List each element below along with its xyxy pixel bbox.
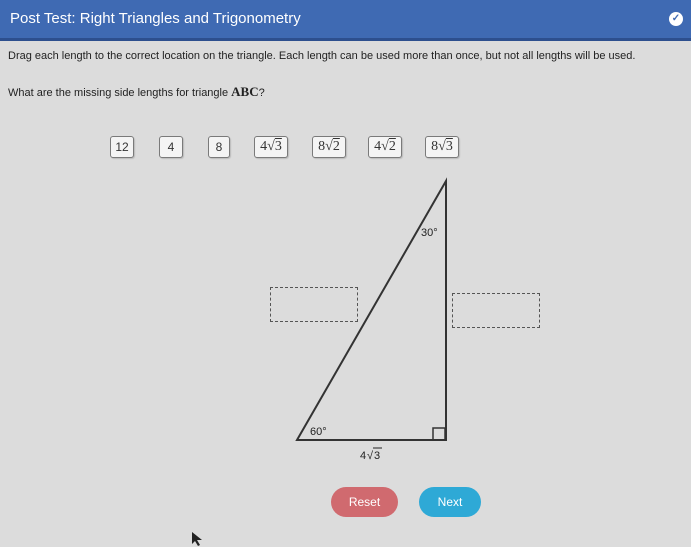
tile-4-coef: 4 (167, 140, 175, 154)
question-suffix: ? (258, 87, 265, 99)
check-circle-icon[interactable]: ✓ (669, 12, 683, 26)
base-radical-sign: √ (367, 450, 374, 462)
base-length-label (360, 448, 382, 462)
tile-4r3-radicand: 3 (274, 139, 282, 154)
page-title: Post Test: Right Triangles and Trigonometry (10, 10, 301, 27)
radical-sign: √ (267, 139, 275, 154)
tile-8r3-coef: 8 (431, 139, 439, 154)
tile-8r2-coef: 8 (318, 139, 326, 154)
next-button[interactable]: Next (419, 487, 481, 517)
tile-4r2-coef: 4 (374, 139, 382, 154)
instructions-text: Drag each length to the correct location on the triangle. Each length can be used more than once, but not all lengths will be used. (8, 50, 636, 62)
base-radicand: 3 (374, 450, 381, 462)
radical-sign: √ (325, 139, 333, 154)
tile-8r3-radicand: 3 (445, 139, 453, 154)
tile-4r2-radicand: 2 (388, 139, 396, 154)
tile-12-coef: 12 (115, 140, 129, 154)
mouse-pointer-icon (192, 532, 206, 546)
hypotenuse-drop-zone[interactable] (270, 287, 358, 322)
vertical-leg-drop-zone[interactable] (452, 293, 540, 328)
tile-8r2-radicand: 2 (332, 139, 340, 154)
angle-60-label: 60° (310, 426, 327, 438)
reset-button[interactable]: Reset (331, 487, 398, 517)
tile-8-coef: 8 (215, 140, 223, 154)
tile-4r3-coef: 4 (260, 139, 268, 154)
right-angle-marker (433, 428, 445, 440)
base-coef: 4 (360, 450, 367, 462)
radical-sign: √ (438, 139, 446, 154)
question-prefix: What are the missing side lengths for triangle (8, 87, 232, 99)
triangle-name: ABC (231, 84, 259, 99)
radical-sign: √ (381, 139, 389, 154)
angle-30-label: 30° (421, 227, 438, 239)
